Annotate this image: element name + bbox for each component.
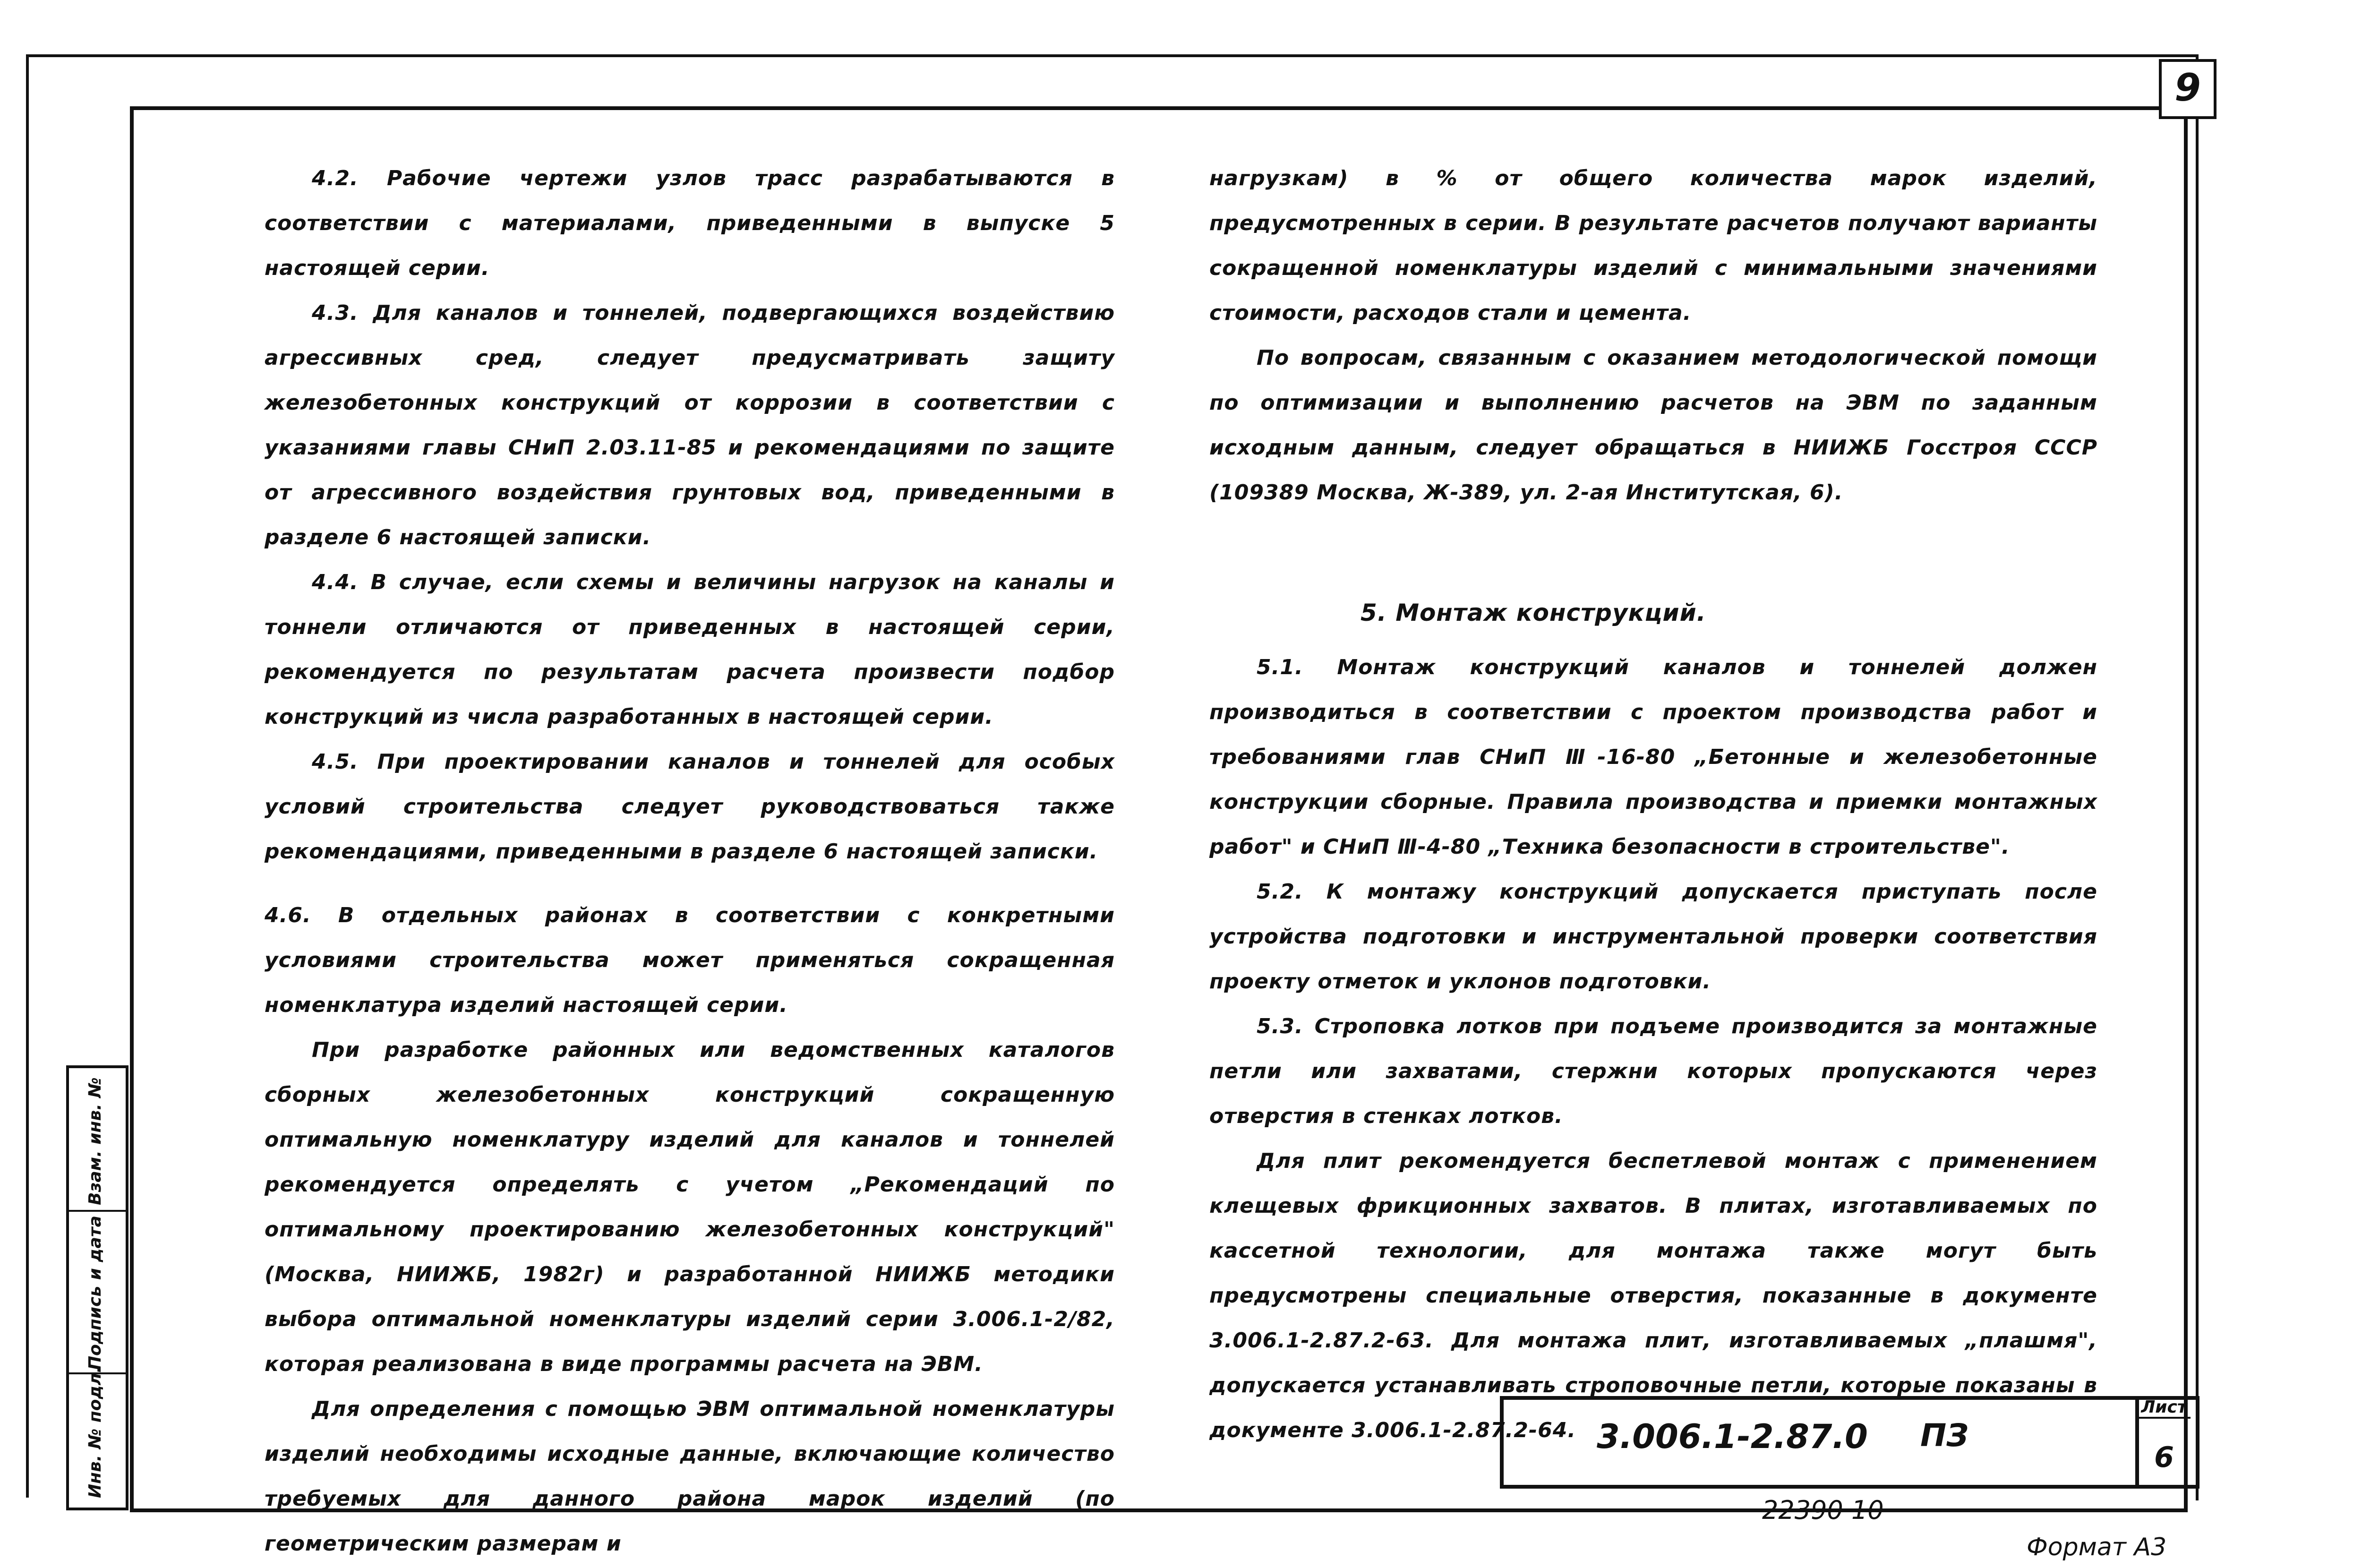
paragraph-5-2: 5.2. К монтажу конструкций допускается приступать после устройства подготовки и инструментальной проверки соответствия проекту отметок и уклонов подготовки.	[1209, 880, 2097, 994]
side-label-replaced-inv: Взам. инв. №	[86, 1077, 105, 1205]
paragraph-catalogs: При разработке районных или ведомственных каталогов сборных железобетонных конструкций сокращенную оптимальную номенклатуру изделий для каналов и тоннелей рекомендуется определять с учетом „Рекомендаций по оптимальному проектированию железобетонных конструкций" (Москва, НИИЖБ, 1982г) и разработанной НИИЖБ методики выбора оптимальной номенклатуры изделий серии 3.006.1-2/82, которая реализована в виде программы расчета на ЭВМ.	[265, 1038, 1115, 1376]
side-label-signature-date: Подпись и дата	[86, 1216, 105, 1370]
section-5-heading: 5. Монтаж конструкций.	[1361, 599, 1706, 626]
outer-frame-left-edge	[26, 54, 29, 1498]
paragraph-5-3: 5.3. Строповка лотков при подъеме производится за монтажные петли или захватами, стержни которых пропускаются через отверстия в стенках лотков.	[1209, 1014, 2097, 1128]
paragraph-evm-data: Для определения с помощью ЭВМ оптимальной номенклатуры изделий необходимы исходные данные, включающие количество требуемых для данного района марок изделий (по геометрическим размерам и	[265, 1397, 1115, 1556]
side-stamp	[66, 1065, 128, 1510]
side-cell-signature	[69, 1212, 126, 1374]
left-column	[265, 156, 1115, 1566]
paragraph-4-4: 4.4. В случае, если схемы и величины нагрузок на каналы и тоннели отличаются от приведенных в настоящей серии, рекомендуется по результатам расчета произвести подбор конструкций из числа разработанных в настоящей серии.	[265, 570, 1115, 729]
side-cell-replaced-inv	[69, 1068, 126, 1212]
paragraph-5-1: 5.1. Монтаж конструкций каналов и тоннелей должен производиться в соответствии с проектом производства работ и требованиями глав СНиП Ⅲ-16-80 „Бетонные и железобетонные конструкции сборные. Правила производства и приемки монтажных работ" и СНиП Ⅲ-4-80 „Техника безопасности в строительстве".	[1209, 655, 2097, 859]
document-code: 3.006.1-2.87.0	[1597, 1417, 1868, 1456]
paragraph-4-5: 4.5. При проектировании каналов и тоннелей для особых условий строительства следует руководствоваться также рекомендациями, приведенными в разделе 6 настоящей записки.	[265, 750, 1115, 864]
document-type: ПЗ	[1920, 1417, 1969, 1454]
spacer	[265, 874, 1115, 893]
inventory-number: 22390 10	[1762, 1495, 1884, 1525]
paragraph-plates: Для плит рекомендуется беспетлевой монтаж с применением клещевых фрикционных захватов. В плитах, изготавливаемых по кассетной технологии, для монтажа также могут быть предусмотрены специальные отверстия, показанные в документе 3.006.1-2.87.2-63. Для монтажа плит, изготавливаемых „плашмя", допускается устанавливать строповочные петли, которые показаны в документе 3.006.1-2.87.2-64.	[1209, 1149, 2097, 1442]
paragraph-4-6: 4.6. В отдельных районах в соответствии с конкретными условиями строительства может применяться сокращенная номенклатура изделий настоящей серии.	[265, 903, 1115, 1017]
sheet-label: Лист	[2138, 1397, 2191, 1419]
right-column	[1209, 156, 2097, 1453]
paragraph-continued: нагрузкам) в % от общего количества марок изделий, предусмотренных в серии. В результате расчетов получают варианты сокращенной номенклатуры изделий с минимальными значениями стоимости, расходов стали и цемента.	[1209, 166, 2097, 325]
paper-format: Формат А3	[2027, 1533, 2167, 1561]
sheet-number: 9	[2159, 59, 2217, 119]
sheet-value: 6	[2154, 1441, 2174, 1474]
paragraph-contact: По вопросам, связанным с оказанием методологической помощи по оптимизации и выполнению расчетов на ЭВМ по заданным исходным данным, следует обращаться в НИИЖБ Госстроя СССР (109389 Москва, Ж-389, ул. 2-ая Институтская, 6).	[1209, 346, 2097, 505]
side-cell-inv-original	[69, 1366, 126, 1502]
side-label-inv-original: Инв. № подл.	[86, 1366, 105, 1498]
paragraph-4-3: 4.3. Для каналов и тоннелей, подвергающихся воздействию агрессивных сред, следует предусматривать защиту железобетонных конструкций от коррозии в соответствии с указаниями главы СНиП 2.03.11-85 и рекомендациями по защите от агрессивного воздействия грунтовых вод, приведенными в разделе 6 настоящей записки.	[265, 301, 1115, 549]
paragraph-4-2: 4.2. Рабочие чертежи узлов трасс разрабатываются в соответствии с материалами, приведенными в выпуске 5 настоящей серии.	[265, 166, 1115, 280]
spacer	[1209, 515, 2097, 572]
